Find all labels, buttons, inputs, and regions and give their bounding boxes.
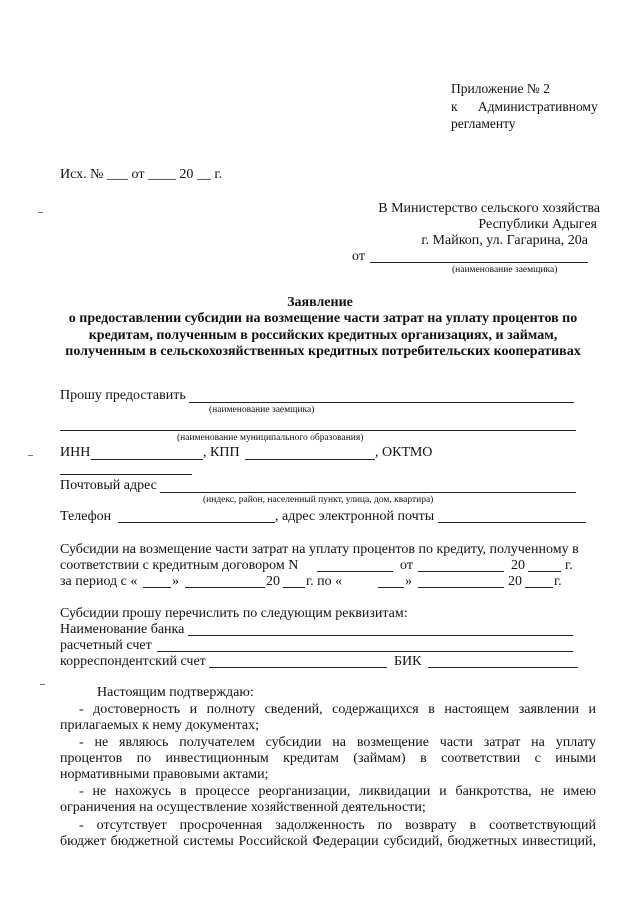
bank-input-line[interactable] [188,635,573,636]
title-line-2: кредитам, полученным в российских кредитных организациях, и займам, [88,328,558,343]
period-from-month-line[interactable] [185,587,265,588]
period-to-year-label: 20 [508,574,522,589]
period-to-month-line[interactable] [418,587,504,588]
scan-mark [38,212,43,213]
postal-input-line[interactable] [160,492,576,493]
contract-year-line[interactable] [528,571,561,572]
addressee-line-2: Республики Адыгея [478,217,597,232]
scan-mark [28,455,33,456]
period-to-year-line[interactable] [525,587,553,588]
period-to-day-line[interactable] [378,587,404,588]
period-from-quote: » [172,574,179,589]
contract-date-line[interactable] [418,571,504,572]
appendix-line-2 [451,98,599,115]
appendix-line-3: регламенту [451,116,516,131]
confirm-1b: прилагаемых к нему документах; [60,718,259,733]
oktmo-input-line[interactable] [60,474,192,475]
requisites-intro: Субсидии прошу перечислить по следующим реквизитам: [60,606,408,621]
confirm-3b: ограничения на осуществление хозяйственной деятельности; [60,800,426,815]
period-from-label: за период с « [60,574,138,589]
borrower-input-line[interactable] [189,402,574,403]
corr-account-label: корреспондентский счет [60,654,206,669]
confirm-intro: Настоящим подтверждаю: [97,685,254,700]
email-label: , адрес электронной почты [275,509,435,524]
account-label: расчетный счет [60,638,152,653]
bik-input-line[interactable] [428,667,578,668]
outgoing-number: Исх. № ___ от ____ 20 __ г. [60,167,223,182]
from-label: от [352,249,365,264]
request-label: Прошу предоставить [60,388,186,403]
account-input-line[interactable] [157,651,573,652]
from-caption: (наименование заемщика) [452,265,558,275]
confirm-2c: нормативными правовыми актами; [60,767,269,782]
confirm-3a: - не нахожусь в процессе реорганизации, ликвидации и банкротства, не имею [79,784,596,799]
subsidy-line-1: Субсидии на возмещение части затрат на уплату процентов по кредиту, полученному в [60,542,579,557]
confirm-1a: - достоверность и полноту сведений, содержащихся в настоящем заявлении и [79,702,596,717]
period-from-year-line[interactable] [283,587,305,588]
title-line-1: о предоставлении субсидии на возмещение части затрат на уплату процентов по [68,311,578,326]
title-line-3: полученным в сельскохозяйственных кредитных потребительских кооперативах [65,344,581,359]
appendix-line-2-text: к Административному [451,99,598,114]
document-title: Заявление [287,295,353,310]
from-input-line[interactable] [370,262,588,263]
contract-label: соответствии с кредитным договором N [60,558,299,573]
contract-year-suffix: г. [565,558,573,573]
phone-input-line[interactable] [118,522,275,523]
appendix-line-1: Приложение № 2 [451,81,550,96]
addressee-line-1: В Министерство сельского хозяйства [378,201,600,216]
confirm-4b: бюджет бюджетной системы Российской Федерации субсидий, бюджетных инвестиций, [60,834,596,849]
municipality-caption: (наименование муниципального образования) [177,433,364,443]
contract-from-label: от [400,558,413,573]
inn-input-line[interactable] [91,459,203,460]
bank-label: Наименование банка [60,622,185,637]
inn-label: ИНН [60,445,91,460]
kpp-label: , КПП [203,445,240,460]
period-to-year-suffix: г. [554,574,562,589]
period-from-year-label: 20 [266,574,280,589]
scan-mark [40,684,45,685]
postal-label: Почтовый адрес [60,478,157,493]
confirm-2a: - не являюсь получателем субсидии на возмещение части затрат на уплату [79,735,596,750]
kpp-input-line[interactable] [245,459,375,460]
contract-year-label: 20 [511,558,525,573]
confirm-2b: процентов по инвестиционным кредитам (займам) в соответствии с иными [60,751,596,766]
period-to-label: г. по « [306,574,343,589]
email-input-line[interactable] [438,522,586,523]
period-to-quote: » [405,574,412,589]
phone-label: Телефон [60,509,112,524]
period-from-day-line[interactable] [143,587,171,588]
contract-number-line[interactable] [317,571,393,572]
oktmo-label: , ОКТМО [375,445,433,460]
municipality-input-line[interactable] [60,430,576,431]
borrower-caption: (наименование заемщика) [209,405,315,415]
confirm-4a: - отсутствует просроченная задолженность по возврату в соответствующий [79,818,596,833]
postal-caption: (индекс, район, населенный пункт, улица, дом, квартира) [203,495,434,505]
addressee-line-3: г. Майкоп, ул. Гагарина, 20а [421,233,588,248]
corr-account-input-line[interactable] [209,667,387,668]
bik-label: БИК [394,654,422,669]
